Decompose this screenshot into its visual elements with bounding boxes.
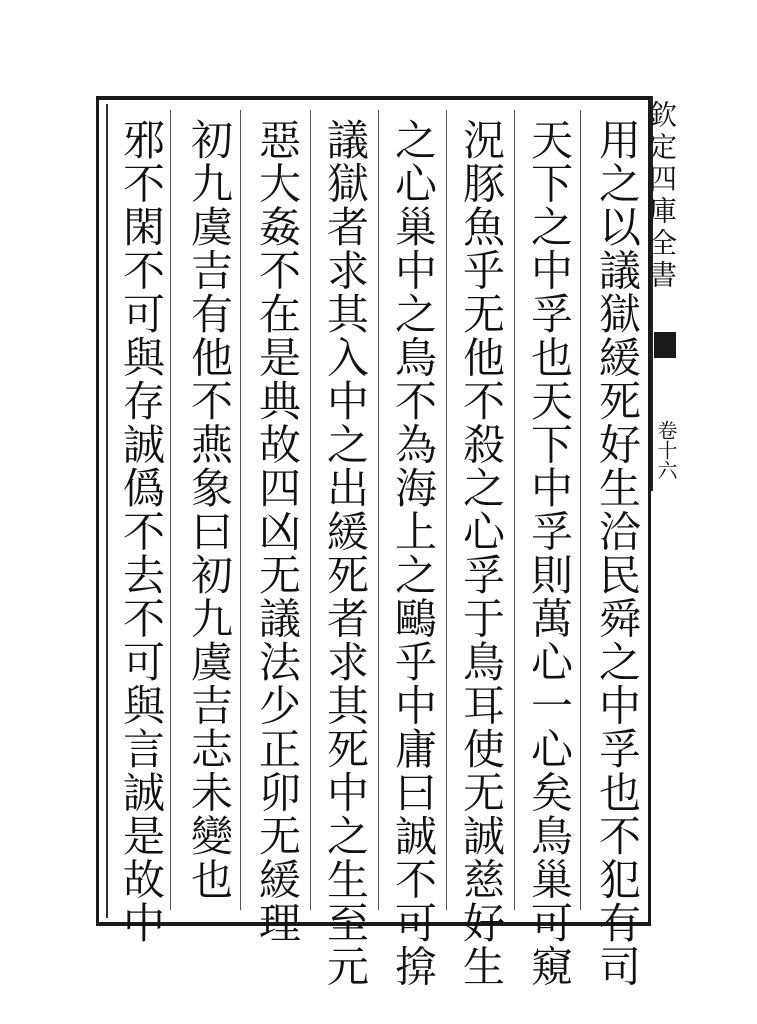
text-column-4: 之心巢中之鳥不為海上之鷗乎中庸曰誠不可揜 [389,118,438,988]
text-column-1: 用之以議獄緩死好生洽民舜之中孚也不犯有司 [593,118,642,988]
text-column-2: 天下之中孚也天下中孚則萬心一心矣鳥巢可窺 [525,118,574,988]
margin-fishtail-mark [654,332,676,358]
text-column-5: 議獄者求其入中之出緩死者求其死中之生至元 [321,118,370,988]
text-column-8: 邪不閑不可與存誠僞不去不可與言誠是故中 [117,118,166,945]
text-column-6: 惡大姦不在是典故四凶无議法少正卯无緩理 [253,118,302,945]
column-divider [446,110,447,910]
text-column-7: 初九虞吉有他不燕象曰初九虞吉志未變也 [185,118,234,901]
column-divider [170,110,171,910]
column-divider [310,110,311,910]
column-divider [580,110,581,910]
column-divider [240,110,241,910]
margin-volume-label: 卷十六 [654,420,678,480]
column-divider [378,110,379,910]
margin-book-title: 欽定四庫全書 [645,100,678,292]
column-divider [514,110,515,910]
text-column-3: 況豚魚乎无他不殺之心孚于鳥耳使无誠慈好生 [457,118,506,988]
inner-border-line [106,104,108,918]
